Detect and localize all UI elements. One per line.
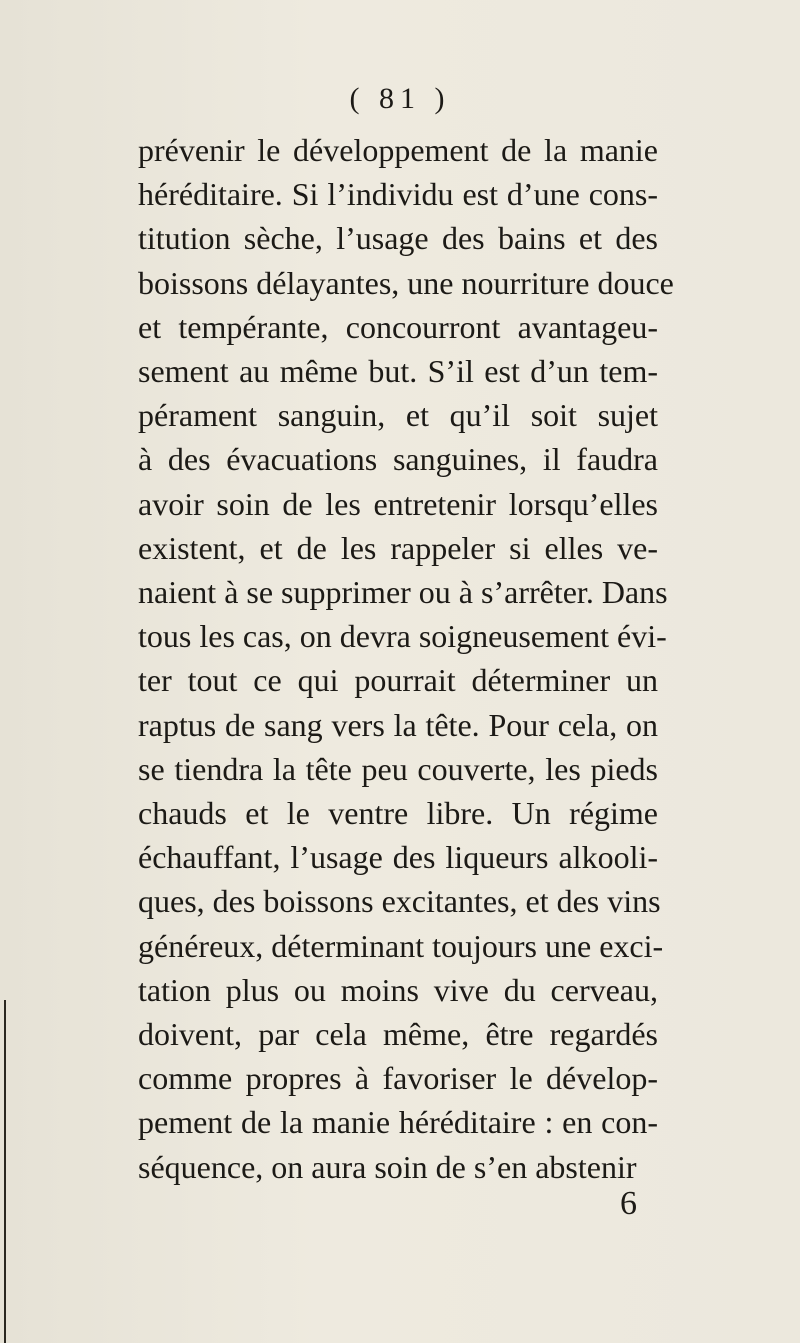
text-line: titution sèche, l’usage des bains et des	[138, 220, 658, 257]
text-line: prévenir le développement de la manie	[138, 132, 658, 168]
text-line: et tempérante, concourront avantageu-	[138, 308, 658, 345]
text-line: échauffant, l’usage des liqueurs alkooli-	[138, 839, 658, 876]
text-line: avoir soin de les entretenir lorsqu’elles	[138, 485, 658, 522]
page-number-header: ( 81 )	[349, 82, 451, 115]
text-line: boissons délayantes, une nourriture douce	[138, 264, 674, 301]
text-line: naient à se supprimer ou à s’arrêter. Dans	[138, 574, 668, 611]
text-line: tous les cas, on devra soigneusement évi-	[138, 618, 667, 655]
text-line: raptus de sang vers la tête. Pour cela, on	[138, 706, 658, 743]
text-line: chauds et le ventre libre. Un régime	[138, 795, 658, 832]
text-line: pérament sanguin, et qu’il soit sujet	[138, 397, 658, 434]
text-line: existent, et de les rappeler si elles ve-	[138, 529, 658, 566]
text-line: généreux, déterminant toujours une exci-	[138, 927, 664, 964]
text-line: sement au même but. S’il est d’un tem-	[138, 353, 658, 390]
text-line: doivent, par cela même, être regardés	[138, 1016, 658, 1053]
text-line: tation plus ou moins vive du cerveau,	[138, 971, 658, 1008]
text-line: comme propres à favoriser le dévelop-	[138, 1060, 658, 1097]
text-line: ques, des boissons excitantes, et des vins	[138, 883, 661, 920]
text-line: héréditaire. Si l’individu est d’une cons-	[138, 176, 658, 213]
text-line: pement de la manie héréditaire : en con-	[138, 1104, 658, 1141]
text-line: se tiendra la tête peu couverte, les pieds	[138, 750, 658, 787]
body-text	[138, 128, 674, 1189]
text-line: à des évacuations sanguines, il faudra	[138, 441, 658, 478]
text-line: ter tout ce qui pourrait déterminer un	[138, 662, 658, 699]
text-line: séquence, on aura soin de s’en abstenir	[138, 1148, 637, 1185]
catchword: 6	[620, 1185, 637, 1222]
page-edge-shadow	[4, 1000, 6, 1343]
